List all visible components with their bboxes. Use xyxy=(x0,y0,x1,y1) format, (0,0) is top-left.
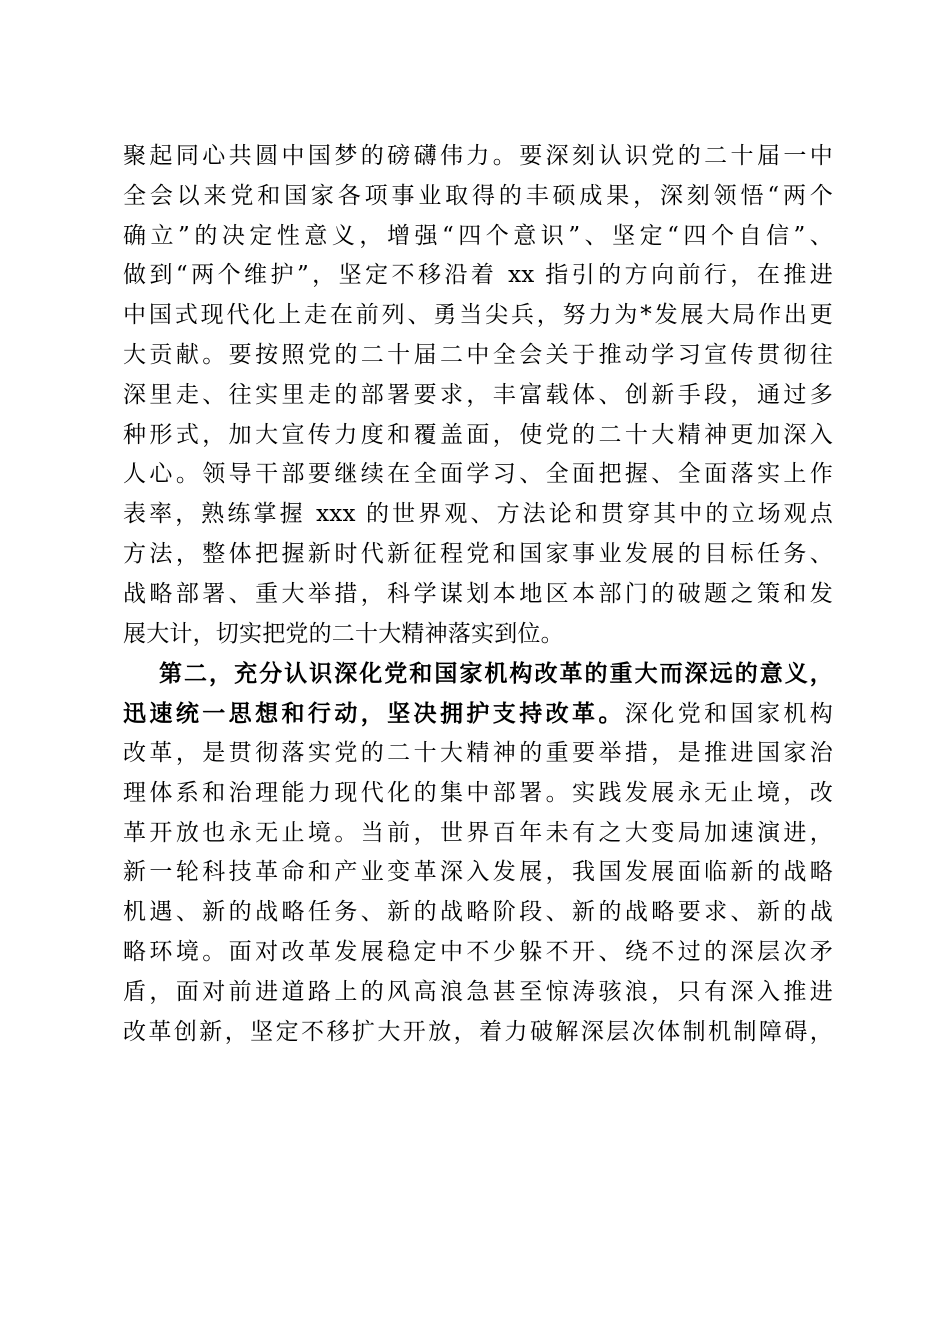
text-line: 改革，是贯彻落实党的二十大精神的重要举措，是推进国家治 xyxy=(123,739,833,766)
text-line: 理体系和治理能力现代化的集中部署。实践发展永无止境，改 xyxy=(123,779,833,806)
text-line: 略环境。面对改革发展稳定中不少躲不开、绕不过的深层次矛 xyxy=(123,938,833,965)
section-heading-line: 第二，充分认识深化党和国家机构改革的重大而深远的意义， xyxy=(159,660,833,688)
text-line: 战略部署、重大举措，科学谋划本地区本部门的破题之策和发 xyxy=(123,580,833,607)
text-line: 全会以来党和国家各项事业取得的丰硕成果，深刻领悟“两个 xyxy=(123,182,833,209)
text-line: 聚起同心共圆中国梦的磅礴伟力。要深刻认识党的二十届一中 xyxy=(123,143,833,169)
paragraph-1 xyxy=(123,137,833,654)
document-body xyxy=(123,137,833,1052)
text-line xyxy=(123,694,833,734)
text-line: 方法，整体把握新时代新征程党和国家事业发展的目标任务、 xyxy=(123,540,833,567)
section-heading-tail: 迅速统一思想和行动，坚决拥护支持改革。 xyxy=(123,700,625,728)
text-line: 展大计，切实把党的二十大精神落实到位。 xyxy=(123,620,564,647)
text-segment: 深化党和国家机构 xyxy=(624,701,833,728)
text-line: 种形式，加大宣传力度和覆盖面，使党的二十大精神更加深入 xyxy=(123,421,833,448)
text-line: 新一轮科技革命和产业变革深入发展，我国发展面临新的战略 xyxy=(123,859,833,886)
paragraph-2 xyxy=(123,654,833,1052)
text-line: 深里走、往实里走的部署要求，丰富载体、创新手段，通过多 xyxy=(123,381,833,408)
text-line: 确立”的决定性意义，增强“四个意识”、坚定“四个自信”、 xyxy=(123,222,833,249)
text-line: 人心。领导干部要继续在全面学习、全面把握、全面落实上作 xyxy=(123,461,833,488)
text-line: 大贡献。要按照党的二十届二中全会关于推动学习宣传贯彻往 xyxy=(123,341,833,368)
text-line: 中国式现代化上走在前列、勇当尖兵，努力为*发展大局作出更 xyxy=(123,302,833,329)
text-line: 盾，面对前进道路上的风高浪急甚至惊涛骇浪，只有深入推进 xyxy=(123,978,833,1005)
text-line: 表率，熟练掌握 xxx 的世界观、方法论和贯穿其中的立场观点 xyxy=(123,501,833,528)
text-line: 革开放也永无止境。当前，世界百年未有之大变局加速演进， xyxy=(123,819,833,846)
text-line: 做到“两个维护”，坚定不移沿着 xx 指引的方向前行，在推进 xyxy=(123,262,833,289)
text-line: 改革创新，坚定不移扩大开放，着力破解深层次体制机制障碍， xyxy=(123,1018,833,1045)
text-line: 机遇、新的战略任务、新的战略阶段、新的战略要求、新的战 xyxy=(123,899,833,926)
